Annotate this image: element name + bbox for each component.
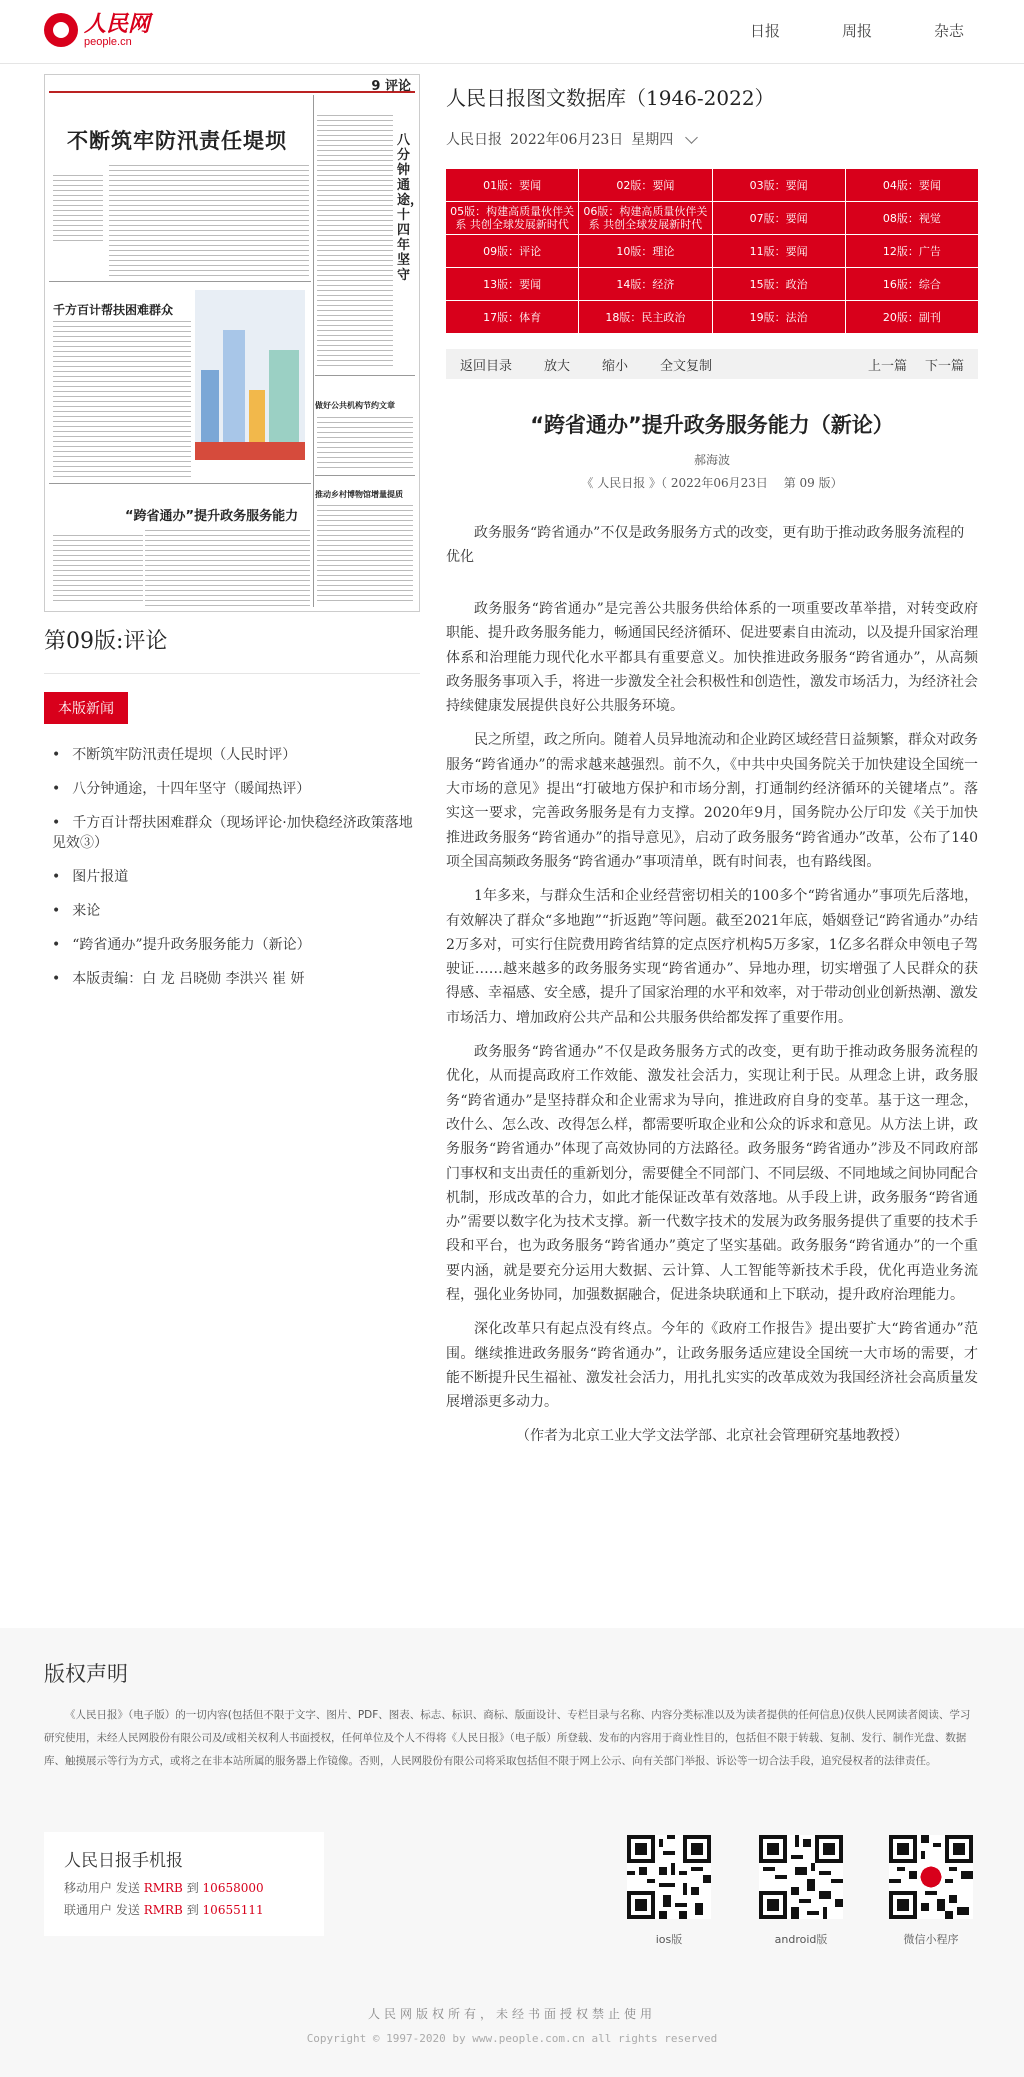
news-list bbox=[44, 738, 420, 996]
page-link[interactable]: 10版：理论 bbox=[579, 235, 711, 267]
nav-magazine[interactable]: 杂志 bbox=[933, 22, 964, 40]
thumbnail-page-label: 9 评论 bbox=[371, 79, 411, 94]
page-link[interactable]: 08版：视觉 bbox=[846, 202, 978, 234]
thumbnail-headline: 做好公共机构节约文章 bbox=[315, 401, 395, 410]
thumbnail-text-block bbox=[145, 530, 310, 606]
page-link[interactable]: 16版：综合 bbox=[846, 268, 978, 300]
page-link[interactable]: 19版：法治 bbox=[713, 301, 845, 333]
list-item[interactable]: • 图片报道 bbox=[44, 860, 420, 894]
thumbnail-divider bbox=[315, 375, 415, 376]
date-selector[interactable] bbox=[446, 129, 978, 149]
thumbnail-headline: 千方百计帮扶困难群众 bbox=[53, 303, 174, 317]
qr-ios bbox=[626, 1835, 712, 1947]
thumbnail-text-block bbox=[109, 165, 309, 277]
page-link[interactable]: 05版：构建高质量伙伴关系 共创全球发展新时代 bbox=[446, 202, 578, 234]
nav-weekly[interactable]: 周报 bbox=[841, 22, 872, 40]
author-note: （作者为北京工业大学文法学部、北京社会管理研究基地教授） bbox=[516, 1427, 908, 1444]
page-link[interactable]: 09版：评论 bbox=[446, 235, 578, 267]
next-article-button[interactable]: 下一篇 bbox=[924, 358, 964, 374]
logo-mark-icon bbox=[44, 13, 78, 47]
carrier-label: 联通用户 bbox=[64, 1903, 113, 1917]
copyright-line: Copyright © 1997-2020 by www.people.com.cn all rights reserved bbox=[306, 2032, 718, 2045]
rights-notice: 人民网版权所有，未经书面授权禁止使用 bbox=[367, 2007, 656, 2021]
copy-all-button[interactable]: 全文复制 bbox=[660, 358, 713, 374]
mobile-newspaper-box bbox=[44, 1832, 324, 1936]
unicom-subscribe-line bbox=[64, 1903, 304, 1917]
mobile-subscribe-line bbox=[64, 1881, 304, 1895]
qr-miniprogram bbox=[888, 1835, 974, 1947]
page-link[interactable]: 12版：广告 bbox=[846, 235, 978, 267]
qr-code-icon bbox=[889, 1835, 973, 1919]
prev-article-button[interactable]: 上一篇 bbox=[867, 358, 907, 374]
list-item[interactable]: • 不断筑牢防汛责任堤坝（人民时评） bbox=[44, 738, 420, 772]
sms-code: RMRB bbox=[143, 1903, 183, 1917]
page-link[interactable]: 17版：体育 bbox=[446, 301, 578, 333]
page-link[interactable]: 01版：要闻 bbox=[446, 169, 578, 201]
back-to-index-button[interactable]: 返回目录 bbox=[460, 358, 513, 374]
chevron-down-icon[interactable] bbox=[685, 131, 698, 144]
article-author: 郝海波 bbox=[693, 453, 730, 467]
mobile-newspaper-title: 人民日报手机报 bbox=[64, 1851, 183, 1871]
issue-weekday: 星期四 bbox=[631, 132, 674, 148]
page-link[interactable]: 07版：要闻 bbox=[713, 202, 845, 234]
thumbnail-headline: “跨省通办”提升政务服务能力 bbox=[125, 509, 299, 524]
page-thumbnail[interactable] bbox=[44, 74, 424, 612]
article-paragraph: 政务服务“跨省通办”是完善公共服务供给体系的一项重要改革举措，对转变政府职能、提升政务服务能力，畅通国民经济循环、促进要素自由流动，以及提升国家治理体系和治理能力现代化水平都具有重要意义。加快推进政务服务“跨省通办”，从高频政务服务事项入手，将进一步激发全社会积极性和创造性，激发市场活力，为经济社会持续健康发展提供良好公共服务环境。 bbox=[446, 601, 978, 715]
nav-daily[interactable]: 日报 bbox=[749, 22, 780, 40]
qr-label: ios版 bbox=[655, 1933, 683, 1946]
thumbnail-masthead bbox=[49, 79, 415, 93]
page-title: 第09版:评论 bbox=[44, 624, 420, 674]
thumbnail-text-block bbox=[317, 115, 393, 370]
qr-android bbox=[758, 1835, 844, 1947]
page-link[interactable]: 06版：构建高质量伙伴关系 共创全球发展新时代 bbox=[579, 202, 711, 234]
top-bar bbox=[0, 0, 1024, 64]
thumbnail-divider bbox=[49, 483, 311, 484]
footer bbox=[0, 1628, 1024, 2077]
paper-name: 人民日报 bbox=[446, 132, 502, 148]
qr-code-icon bbox=[627, 1835, 711, 1919]
thumbnail-text-block bbox=[53, 535, 143, 605]
article-paragraph: 民之所望，政之所向。随着人员异地流动和企业跨区域经营日益频繁，群众对政务服务“跨省通办”的需求越来越强烈。前不久，《中共中央国务院关于加快建设全国统一大市场的意见》提出“打破地方保护和市场分割，打通制约经济循环的关键堵点”。落实这一要求，完善政务服务是有力支撑。2020年9月，国务院办公厅印发《关于加快推进政务服务“跨省通办”的指导意见》，启动了政务服务“跨省通办”改革，公布了140项全国高频政务服务“跨省通办”事项清单，既有时间表，也有路线图。 bbox=[446, 732, 978, 870]
site-logo[interactable] bbox=[44, 12, 150, 48]
article-body bbox=[446, 597, 978, 1415]
thumbnail-text-block bbox=[53, 321, 191, 477]
right-column bbox=[446, 82, 978, 1445]
logo-text: 人民网 bbox=[84, 11, 151, 37]
issue-date: 2022年06月23日 bbox=[510, 132, 624, 148]
thumbnail-text-block bbox=[317, 505, 413, 605]
article-toolbar bbox=[446, 349, 978, 379]
page-link[interactable]: 14版：经济 bbox=[579, 268, 711, 300]
page-link[interactable]: 20版：副刊 bbox=[846, 301, 978, 333]
list-item[interactable]: • 八分钟通途，十四年坚守（暖闻热评） bbox=[44, 772, 420, 806]
top-nav bbox=[750, 20, 964, 41]
thumbnail-divider bbox=[315, 475, 415, 476]
article-lead: 政务服务“跨省通办”不仅是政务服务方式的改变，更有助于推动政务服务流程的优化 bbox=[446, 525, 965, 565]
left-column bbox=[44, 74, 424, 996]
send-label: 发送 bbox=[115, 1903, 140, 1917]
page-link[interactable]: 03版：要闻 bbox=[713, 169, 845, 201]
list-item[interactable]: • 本版责编：白 龙 吕晓勋 李洪兴 崔 妍 bbox=[44, 962, 420, 996]
copyright-text: 《人民日报》（电子版）的一切内容(包括但不限于文字、图片、PDF、图表、标志、标识、商标、版面设计、专栏目录与名称、内容分类标准以及为读者提供的任何信息)仅供人民网读者阅读、学习研究使用，未经人民网股份有限公司及/或相关权利人书面授权，任何单位及个人不得将《人民日报》（电子版）所登载、发布的内容用于商业性目的，包括但不限于转载、复制、发行、制作光盘、数据库、触摸展示等行为方式，或将之在非本站所属的服务器上作镜像。否则，人民网股份有限公司将采取包括但不限于网上公示、向有关部门举报、诉讼等一切合法手段，追究侵权者的法律责任。 bbox=[44, 1709, 971, 1767]
page-link[interactable]: 02版：要闻 bbox=[579, 169, 711, 201]
list-item[interactable]: • 千方百计帮扶困难群众（现场评论·加快稳经济政策落地见效③） bbox=[44, 806, 420, 860]
article-source: 《 人民日报 》（ 2022年06月23日 第 09 版） bbox=[581, 476, 843, 490]
qr-label: android版 bbox=[774, 1933, 828, 1946]
thumbnail-divider bbox=[313, 95, 314, 607]
page-index-grid bbox=[446, 169, 978, 333]
thumbnail-text-block bbox=[317, 417, 413, 471]
thumbnail-illustration bbox=[195, 290, 305, 460]
thumbnail-vertical-headline: 八分钟通途，十四年坚守 bbox=[397, 133, 424, 283]
zoom-in-button[interactable]: 放大 bbox=[544, 358, 571, 374]
sms-code: RMRB bbox=[143, 1881, 183, 1895]
thumbnail-divider bbox=[49, 281, 311, 282]
list-item[interactable]: • 来论 bbox=[44, 894, 420, 928]
sms-number: 10658000 bbox=[202, 1881, 264, 1895]
news-tag: 本版新闻 bbox=[44, 692, 128, 724]
page-link[interactable]: 18版：民主政治 bbox=[579, 301, 711, 333]
database-title: 人民日报图文数据库（1946-2022） bbox=[446, 86, 775, 110]
page-link[interactable]: 13版：要闻 bbox=[446, 268, 578, 300]
list-item[interactable]: • “跨省通办”提升政务服务能力（新论） bbox=[44, 928, 420, 962]
thumbnail-headline: 不断筑牢防汛责任堤坝 bbox=[67, 129, 287, 153]
qr-code-icon bbox=[759, 1835, 843, 1919]
to-label: 到 bbox=[186, 1903, 199, 1917]
article-title: “跨省通办”提升政务服务能力（新论） bbox=[530, 413, 894, 437]
page-link[interactable]: 11版：要闻 bbox=[713, 235, 845, 267]
page-link[interactable]: 04版：要闻 bbox=[846, 169, 978, 201]
thumbnail-headline: 推动乡村博物馆增量提质 bbox=[315, 490, 403, 499]
thumbnail-text-block bbox=[53, 175, 103, 245]
carrier-label: 移动用户 bbox=[64, 1881, 113, 1895]
article-paragraph: 深化改革只有起点没有终点。今年的《政府工作报告》提出要扩大“跨省通办”范围。继续推进政务服务“跨省通办”，让政务服务适应建设全国统一大市场的需要，才能不断提升民生福祉、激发社会活力，用扎扎实实的改革成效为我国经济社会高质量发展增添更多动力。 bbox=[446, 1321, 978, 1411]
sms-number: 10655111 bbox=[202, 1903, 264, 1917]
copyright-heading: 版权声明 bbox=[44, 1662, 128, 1686]
zoom-out-button[interactable]: 缩小 bbox=[602, 358, 629, 374]
send-label: 发送 bbox=[115, 1881, 140, 1895]
page-link[interactable]: 15版：政治 bbox=[713, 268, 845, 300]
to-label: 到 bbox=[186, 1881, 199, 1895]
logo-domain: people.cn bbox=[84, 36, 132, 48]
qr-label: 微信小程序 bbox=[903, 1933, 959, 1946]
article-paragraph: 1年多来，与群众生活和企业经营密切相关的100多个“跨省通办”事项先后落地，有效解决了群众“多地跑”“折返跑”等问题。截至2021年底，婚姻登记“跨省通办”办结2万多对，可实行住院费用跨省结算的定点医疗机构5万多家，1亿多名群众申领电子驾驶证……越来越多的政务服务实现“跨省通办”、异地办理，切实增强了人民群众的获得感、幸福感、安全感，提升了国家治理的水平和效率，对于带动创业创新热潮、激发市场活力、增加政府公共产品和公共服务供给都发挥了重要作用。 bbox=[446, 888, 978, 1026]
article-paragraph: 政务服务“跨省通办”不仅是政务服务方式的改变，更有助于推动政务服务流程的优化，从而提高政府工作效能、激发社会活力，实现让利于民。从理念上讲，政务服务“跨省通办”是坚持群众和企业需求为导向，推进政府自身的变革。基于这一理念，改什么、怎么改、改得怎么样，都需要听取企业和公众的诉求和意见。从方法上讲，政务服务“跨省通办”体现了高效协同的方法路径。政务服务“跨省通办”涉及不同政府部门事权和支出责任的重新划分，需要健全不同部门、不同层级、不同地域之间协同配合机制，形成改革的合力，如此才能保证改革有效落地。从手段上讲，政务服务“跨省通办”需要以数字化为技术支撑。新一代数字技术的发展为政务服务提供了重要的技术手段和平台，也为政务服务“跨省通办”奠定了坚实基础。政务服务“跨省通办”的一个重要内涵，就是要充分运用大数据、云计算、人工智能等新技术手段，优化再造业务流程，强化业务协同，加强数据融合，促进条块联通和上下联动，提升政府治理能力。 bbox=[446, 1044, 978, 1304]
